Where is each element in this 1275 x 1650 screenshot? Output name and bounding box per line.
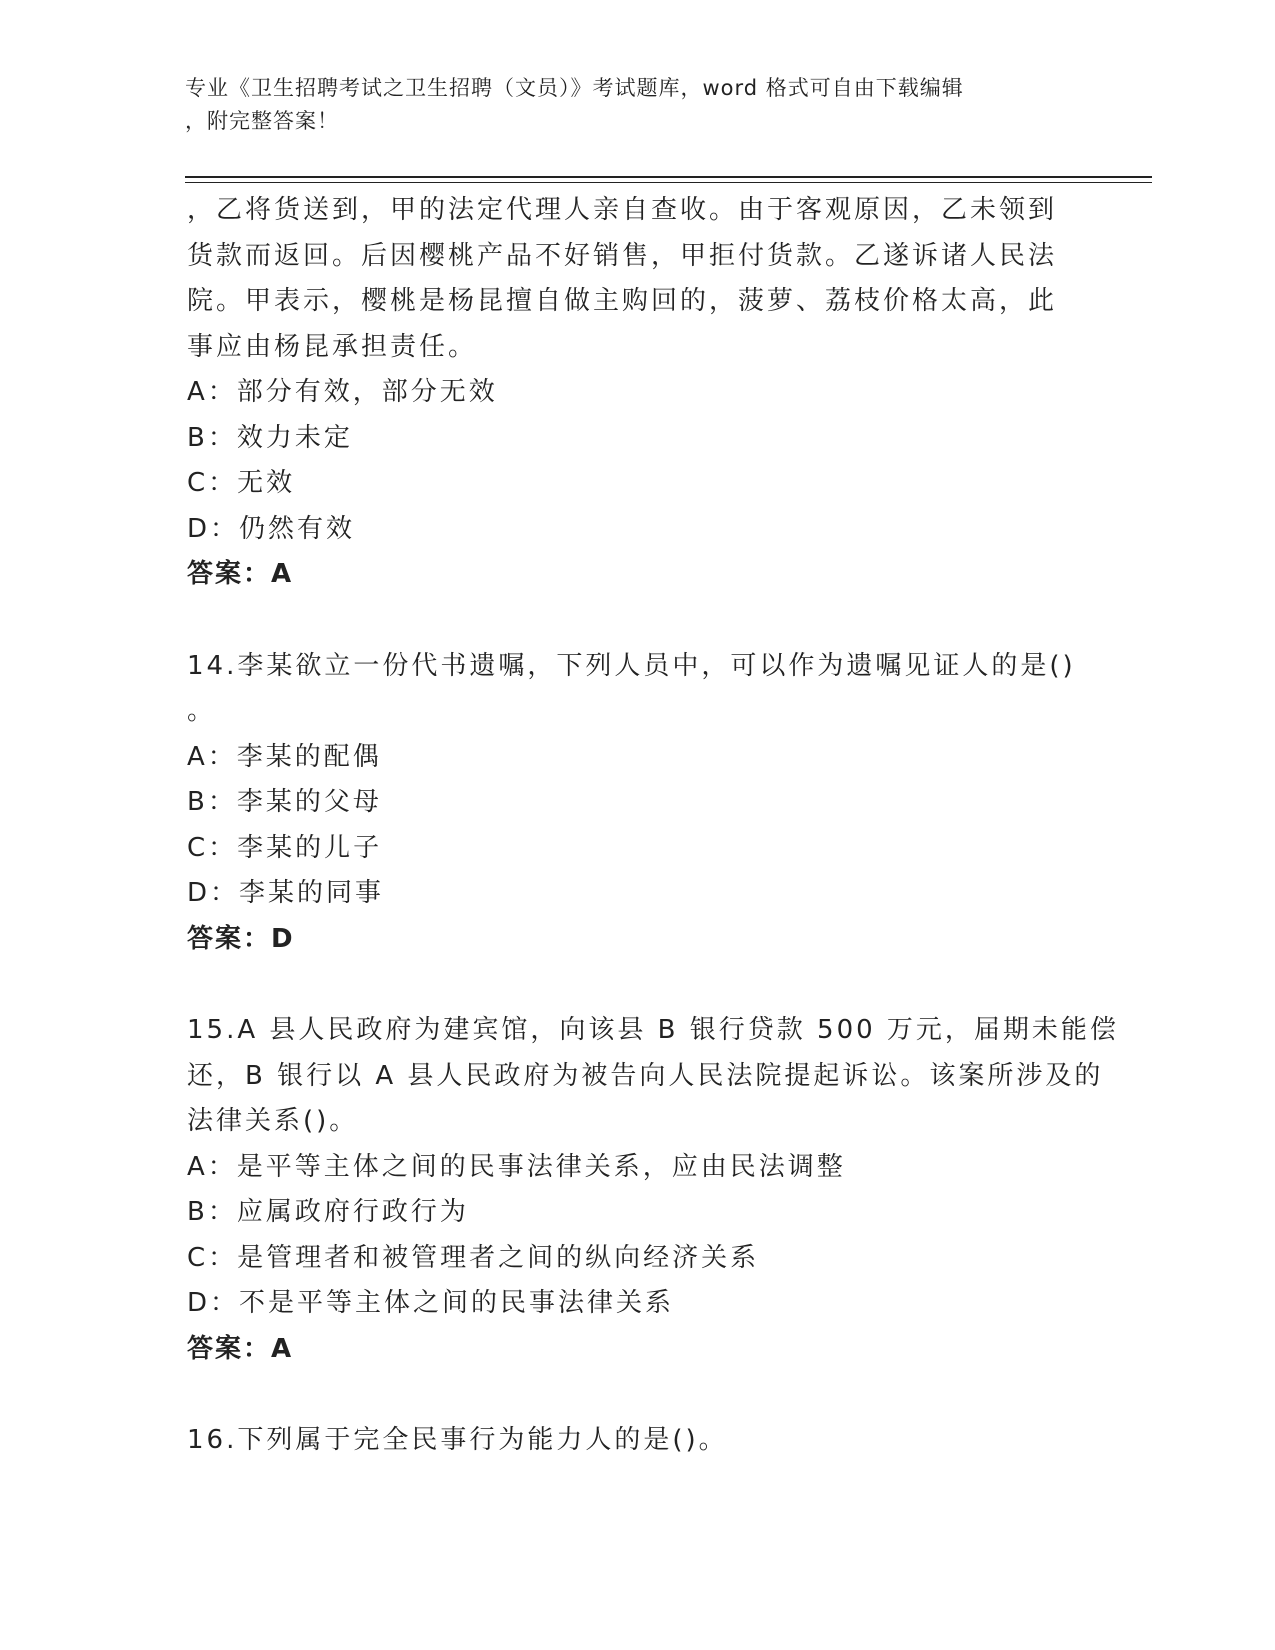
question-13-continued (187, 188, 1087, 598)
question-stem: 16.下列属于完全民事行为能力人的是()。 (187, 1425, 728, 1455)
answer-line: 答案：A (187, 1333, 294, 1364)
document-header (185, 72, 1075, 138)
question-stem: 14.李某欲立一份代书遗嘱，下列人员中，可以作为遗嘱见证人的是() (187, 650, 1076, 681)
question-text-line: 事应由杨昆承担责任。 (187, 331, 478, 362)
question-stem-end: 。 (187, 696, 217, 726)
option-a: A：是平等主体之间的民事法律关系，应由民法调整 (187, 1151, 846, 1182)
header-subtitle-line: ，附完整答案！ (185, 109, 339, 133)
header-divider-thick (185, 176, 1152, 178)
answer-line: 答案：A (187, 559, 294, 589)
question-16 (187, 1418, 1087, 1464)
option-c: C：李某的儿子 (187, 832, 383, 863)
question-14 (187, 644, 1087, 963)
option-d: D：不是平等主体之间的民事法律关系 (187, 1288, 675, 1318)
question-spacer (187, 598, 1087, 644)
option-c: C：是管理者和被管理者之间的纵向经济关系 (187, 1242, 760, 1273)
question-spacer (187, 1372, 1087, 1418)
header-divider-thin (185, 182, 1152, 183)
option-b: B：应属政府行政行为 (187, 1197, 469, 1227)
option-b: B：效力未定 (187, 422, 353, 453)
header-title-line: 专业《卫生招聘考试之卫生招聘（文员）》考试题库，word 格式可自由下载编辑 (185, 76, 964, 100)
option-d: D：李某的同事 (187, 878, 385, 908)
question-content (187, 188, 1119, 1464)
question-text-line: 货款而返回。后因樱桃产品不好销售，甲拒付货款。乙遂诉诸人民法 (187, 240, 1058, 271)
question-15 (187, 1008, 1119, 1372)
question-text-line: 院。甲表示，樱桃是杨昆擅自做主购回的，菠萝、荔枝价格太高，此 (187, 286, 1058, 316)
option-a: A：李某的配偶 (187, 741, 382, 772)
option-c: C：无效 (187, 468, 296, 498)
option-b: B：李某的父母 (187, 787, 382, 817)
option-d: D：仍然有效 (187, 513, 356, 544)
question-text-line: 15.A 县人民政府为建宾馆，向该县 B 银行贷款 500 万元，届期未能偿 (187, 1015, 1119, 1045)
answer-line: 答案：D (187, 923, 295, 954)
question-text-line: 法律关系()。 (187, 1106, 359, 1136)
question-text-line: ，乙将货送到，甲的法定代理人亲自查收。由于客观原因，乙未领到 (187, 195, 1058, 225)
question-spacer (187, 962, 1087, 1008)
question-text-line: 还，B 银行以 A 县人民政府为被告向人民法院提起诉讼。该案所涉及的 (187, 1060, 1104, 1091)
option-a: A：部分有效，部分无效 (187, 377, 498, 407)
